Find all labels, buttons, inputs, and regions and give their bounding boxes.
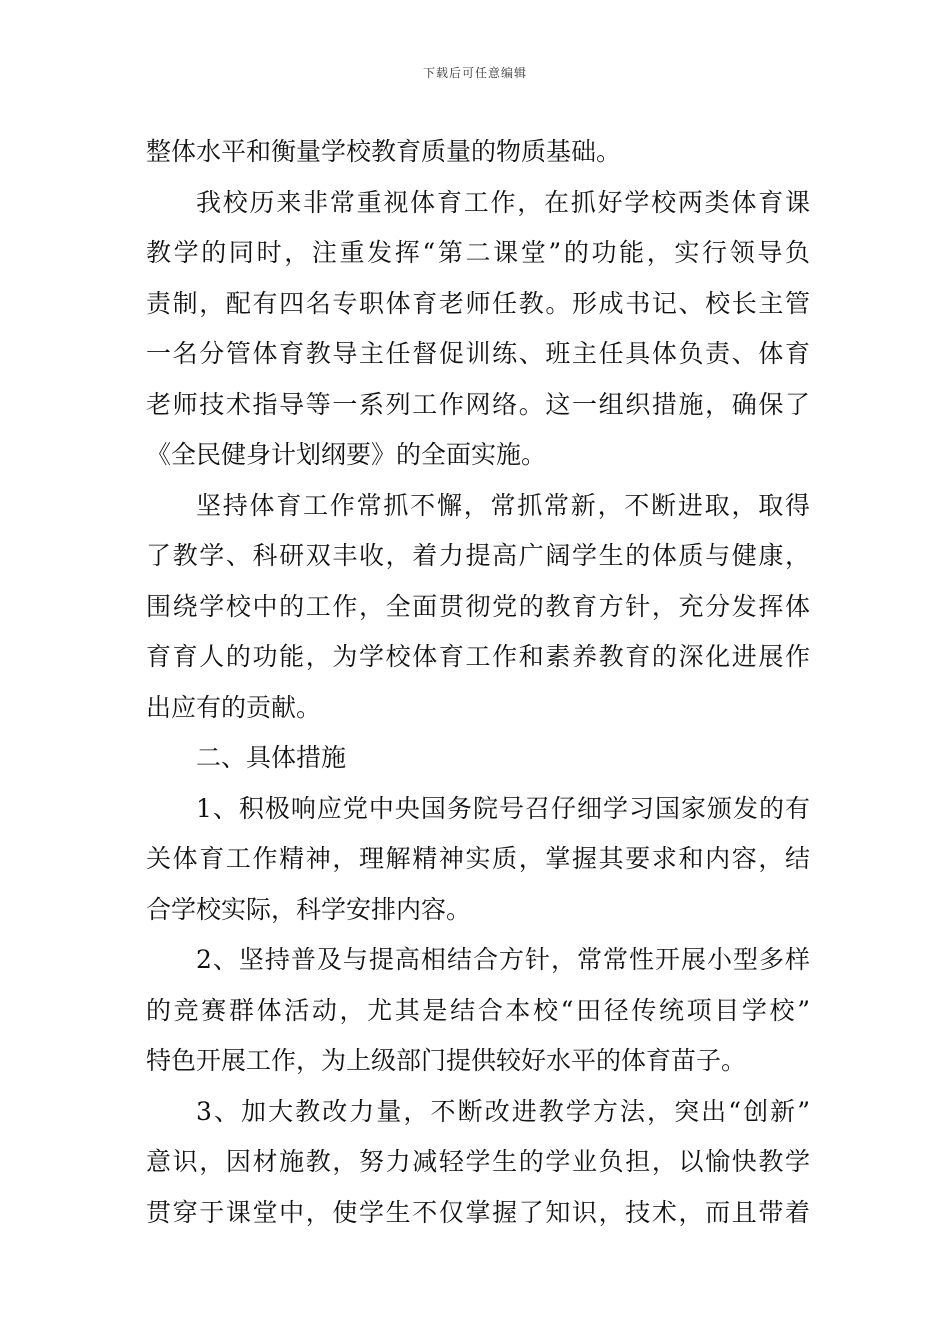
text-line: 特色开展工作，为上级部门提供较好水平的体育苗子。	[146, 1046, 747, 1075]
page-header-note: 下载后可任意编辑	[422, 66, 527, 80]
text-line: 2、坚持普及与提高相结合方针，常常性开展小型多样	[196, 945, 810, 974]
text-line: 围绕学校中的工作，全面贯彻党的教育方针，充分发挥体	[146, 591, 810, 621]
text-line: 1、积极响应党中央国务院号召仔细学习国家颁发的有	[196, 793, 810, 823]
text-line: 的竞赛群体活动，尤其是结合本校“田径传统项目学校”	[146, 995, 810, 1025]
text-line: 合学校实际，科学安排内容。	[146, 894, 472, 924]
text-line: 了教学、科研双丰收，着力提高广阔学生的体质与健康，	[146, 541, 810, 570]
text-line: 关体育工作精神，理解精神实质，掌握其要求和内容，结	[146, 844, 810, 873]
text-line: 贯穿于课堂中，使学生不仅掌握了知识，技术，而且带着	[146, 1197, 810, 1227]
text-line: 责制，配有四名专职体育老师任教。形成书记、校长主管	[146, 288, 810, 318]
text-line: 3、加大教改力量，不断改进教学方法，突出“创新”	[196, 1096, 810, 1126]
text-line: 整体水平和衡量学校教育质量的物质基础。	[146, 137, 622, 166]
text-line: 出应有的贡献。	[146, 692, 322, 722]
body-text	[146, 127, 810, 1238]
text-line: 我校历来非常重视体育工作，在抓好学校两类体育课	[196, 187, 810, 217]
text-line: 育育人的功能，为学校体育工作和素养教育的深化进展作	[146, 642, 810, 671]
text-line: 坚持体育工作常抓不懈，常抓常新，不断进取，取得	[196, 490, 810, 520]
text-line: 意识，因材施教，努力减轻学生的学业负担，以愉快教学	[146, 1147, 810, 1176]
text-line: 教学的同时，注重发挥“第二课堂”的功能，实行领导负	[146, 238, 810, 267]
text-line: 一名分管体育教导主任督促训练、班主任具体负责、体育	[146, 339, 810, 368]
section-heading: 二、具体措施	[196, 743, 347, 772]
text-line: 老师技术指导等一系列工作网络。这一组织措施，确保了	[146, 389, 810, 419]
text-line: 《全民健身计划纲要》的全面实施。	[146, 440, 547, 469]
